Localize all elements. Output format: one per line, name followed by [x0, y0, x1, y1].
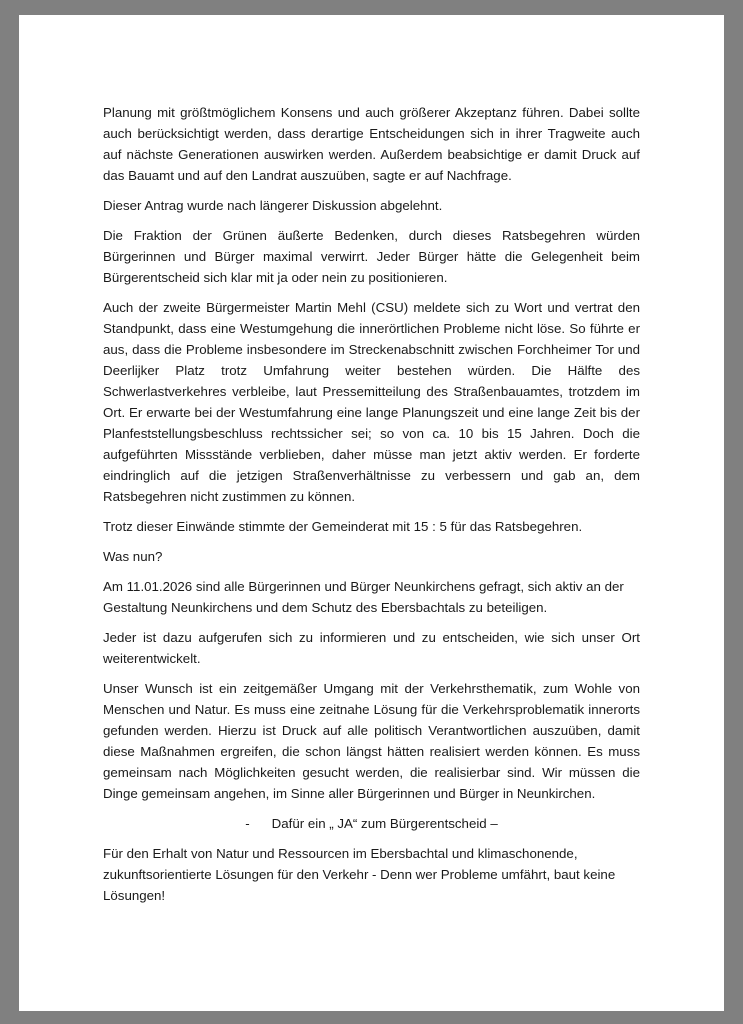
slogan-line	[103, 813, 640, 834]
document-body	[103, 102, 640, 915]
paragraph-aufruf: Jeder ist dazu aufgerufen sich zu informieren und zu entscheiden, wie sich unser Ort weiterentwickelt.	[103, 630, 640, 666]
paragraph-wunsch: Unser Wunsch ist ein zeitgemäßer Umgang mit der Verkehrsthematik, zum Wohle von Menschen und Natur. Es muss eine zeitnahe Lösung für die Verkehrsproblematik innerorts gefunden werden. Hierzu ist Druck auf alle politisch Verantwortlichen auszuüben, damit diese Maßnahmen ergreifen, die schon längst hätten realisiert werden können. Es muss gemeinsam nach Möglichkeiten gesucht werden, die realisierbar sind. Wir müssen die Dinge gemeinsam angehen, im Sinne aller Bürgerinnen und Bürger in Neunkirchen.	[103, 681, 640, 801]
paragraph-closing: Für den Erhalt von Natur und Ressourcen im Ebersbachtal und klimaschonende, zukunftsorientierte Lösungen für den Verkehr - Denn wer Probleme umfährt, baut keine Lösungen!	[103, 846, 616, 903]
paragraph-planung: Planung mit größtmöglichem Konsens und auch größerer Akzeptanz führen. Dabei sollte auch berücksichtigt werden, dass derartige Entscheidungen sich in ihrer Tragweite auch auf nächste Generationen auswirken werden. Außerdem beabsichtige er damit Druck auf das Bauamt und auf den Landrat auszuüben, sagte er auf Nachfrage.	[103, 105, 640, 183]
list-dash: -	[245, 816, 250, 831]
document-page	[19, 15, 724, 1011]
paragraph-gruenen-bedenken: Die Fraktion der Grünen äußerte Bedenken, durch dieses Ratsbegehren würden Bürgerinnen und Bürger maximal verwirrt. Jeder Bürger hätte die Gelegenheit beim Bürgerentscheid sich klar mit ja oder nein zu positionieren.	[103, 228, 640, 285]
paragraph-buergermeister-mehl: Auch der zweite Bürgermeister Martin Mehl (CSU) meldete sich zu Wort und vertrat den Standpunkt, dass eine Westumgehung die innerörtlichen Probleme nicht löse. So führte er aus, dass die Probleme insbesondere im Streckenabschnitt zwischen Forchheimer Tor und Deerlijker Platz trotz Umfahrung weiter bestehen würden. Die Hälfte des Schwerlastverkehres verbleibe, laut Pressemitteilung des Straßenbauamtes, trotzdem im Ort. Er erwarte bei der Westumfahrung eine lange Planungszeit und eine lange Zeit bis der Planfeststellungsbeschluss rechtssicher sei; so von ca. 10 bis 15 Jahren. Doch die aufgeführten Missstände verblieben, daher müsse man jetzt aktiv werden. Er forderte eindringlich auf die jetzigen Straßenverhältnisse zu verbessern und gab an, dem Ratsbegehren nicht zustimmen zu können.	[103, 300, 640, 504]
paragraph-was-nun: Was nun?	[103, 549, 163, 564]
paragraph-abstimmung: Trotz dieser Einwände stimmte der Gemeinderat mit 15 : 5 für das Ratsbegehren.	[103, 519, 583, 534]
slogan-text: Dafür ein „ JA“ zum Bürgerentscheid –	[271, 816, 498, 831]
paragraph-datum-buergerentscheid: Am 11.01.2026 sind alle Bürgerinnen und Bürger Neunkirchens gefragt, sich aktiv an der Gestaltung Neunkirchens und dem Schutz des Ebersbachtals zu beteiligen.	[103, 579, 624, 615]
paragraph-antrag-abgelehnt: Dieser Antrag wurde nach längerer Diskussion abgelehnt.	[103, 198, 443, 213]
